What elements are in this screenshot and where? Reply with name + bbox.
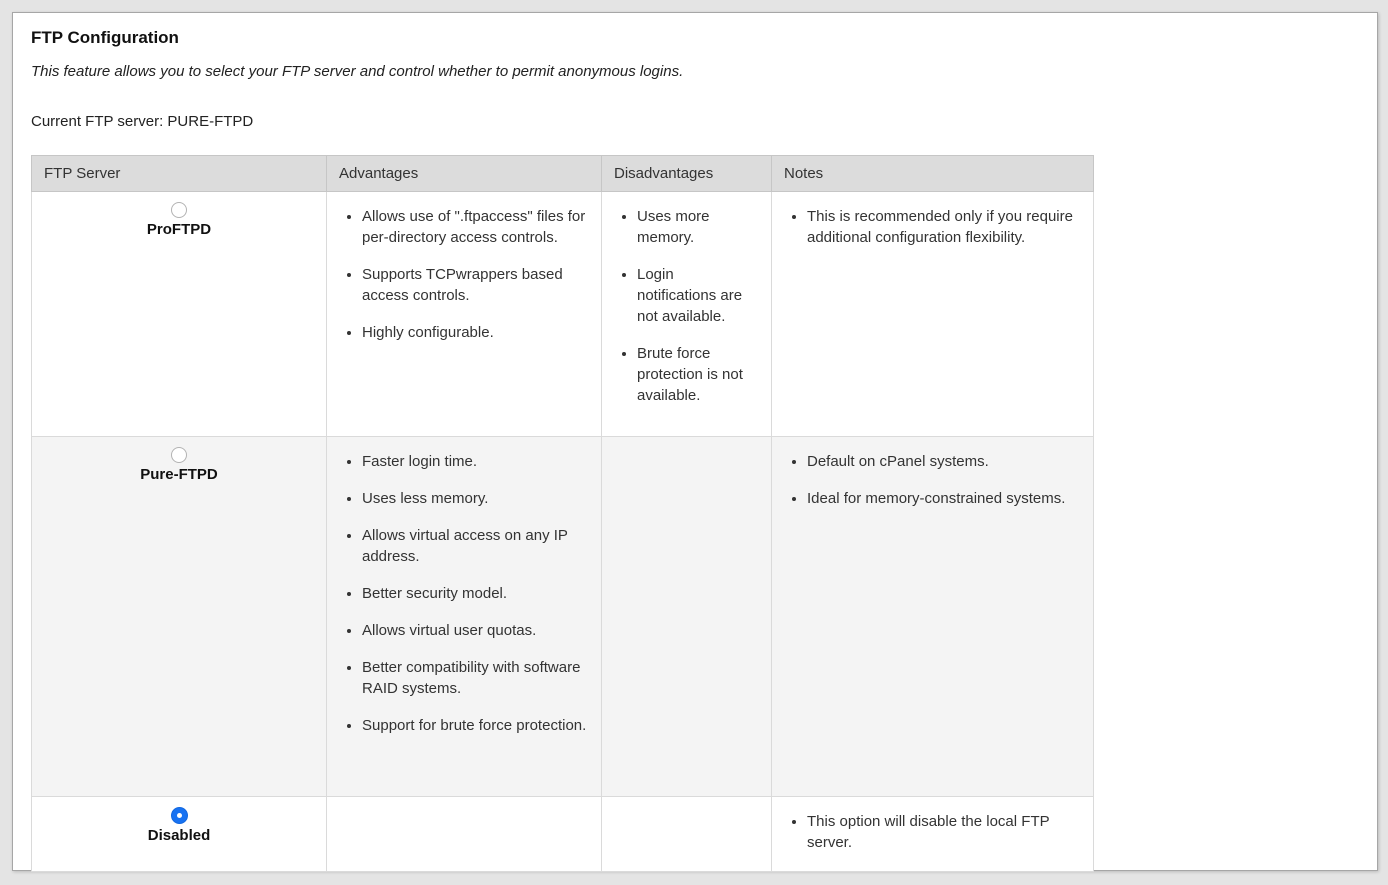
disadvantages-cell-pure-ftpd <box>602 437 772 797</box>
notes-cell-disabled <box>772 797 1094 872</box>
page-title: FTP Configuration <box>31 28 179 47</box>
table-header-row <box>32 156 1094 192</box>
list-item: • Highly configurable. <box>362 322 587 343</box>
list-item: • Uses more memory. <box>637 206 757 248</box>
ftp-server-table <box>31 155 1094 872</box>
advantages-cell-pure-ftpd <box>327 437 602 797</box>
table-row-pure-ftpd <box>32 437 1094 797</box>
list-item: • Uses less memory. <box>362 488 587 509</box>
ftp-configuration-panel <box>12 12 1378 871</box>
advantages-cell-proftpd <box>327 192 602 437</box>
server-label-proftpd[interactable]: ProFTPD <box>146 221 212 238</box>
advantages-cell-disabled <box>327 797 602 872</box>
notes-cell-proftpd <box>772 192 1094 437</box>
server-option-proftpd[interactable] <box>147 202 211 239</box>
list-item: • Better security model. <box>362 583 587 604</box>
radio-button-pure-ftpd[interactable] <box>171 447 187 463</box>
list-item: • Supports TCPwrappers based access controls. <box>362 264 587 306</box>
page-description: This feature allows you to select your FTP server and control whether to permit anonymous logins. <box>31 63 684 80</box>
list-item: • Support for brute force protection. <box>362 715 587 736</box>
list-item: • This is recommended only if you require additional configuration flexibility. <box>807 206 1079 248</box>
ftp-server-table-body <box>32 192 1094 872</box>
disadvantages-cell-disabled <box>602 797 772 872</box>
column-header-disadvantages: Disadvantages <box>602 156 772 192</box>
list-item: • Allows use of ".ftpaccess" files for per-directory access controls. <box>362 206 587 248</box>
disadvantages-cell-proftpd <box>602 192 772 437</box>
disadvantages-cell-proftpd-list <box>616 206 757 406</box>
notes-cell-pure-ftpd <box>772 437 1094 797</box>
list-item: • Ideal for memory-constrained systems. <box>807 488 1079 509</box>
server-cell-disabled <box>32 797 327 872</box>
radio-button-proftpd[interactable] <box>171 202 187 218</box>
radio-button-disabled-selected[interactable] <box>171 807 188 824</box>
notes-cell-disabled-list <box>786 811 1079 853</box>
table-row-proftpd <box>32 192 1094 437</box>
advantages-cell-pure-ftpd-list <box>341 451 587 736</box>
server-cell-proftpd <box>32 192 327 437</box>
column-header-ftp-server: FTP Server <box>32 156 327 192</box>
list-item: • Default on cPanel systems. <box>807 451 1079 472</box>
column-header-advantages: Advantages <box>327 156 602 192</box>
column-header-notes: Notes <box>772 156 1094 192</box>
notes-cell-proftpd-list <box>786 206 1079 248</box>
list-item: • Brute force protection is not available. <box>637 343 757 406</box>
server-label-pure-ftpd[interactable]: Pure-FTPD <box>140 466 218 483</box>
table-row-disabled <box>32 797 1094 872</box>
list-item: • Faster login time. <box>362 451 587 472</box>
server-option-disabled[interactable] <box>148 807 211 845</box>
list-item: • Login notifications are not available. <box>637 264 757 327</box>
list-item: • Allows virtual user quotas. <box>362 620 587 641</box>
list-item: • This option will disable the local FTP server. <box>807 811 1079 853</box>
list-item: • Better compatibility with software RAID systems. <box>362 657 587 699</box>
advantages-cell-proftpd-list <box>341 206 587 343</box>
server-cell-pure-ftpd <box>32 437 327 797</box>
list-item: • Allows virtual access on any IP address. <box>362 525 587 567</box>
current-ftp-server-text: Current FTP server: PURE-FTPD <box>31 113 254 130</box>
notes-cell-pure-ftpd-list <box>786 451 1079 509</box>
server-option-pure-ftpd[interactable] <box>140 447 218 484</box>
server-label-disabled[interactable]: Disabled <box>147 827 211 844</box>
